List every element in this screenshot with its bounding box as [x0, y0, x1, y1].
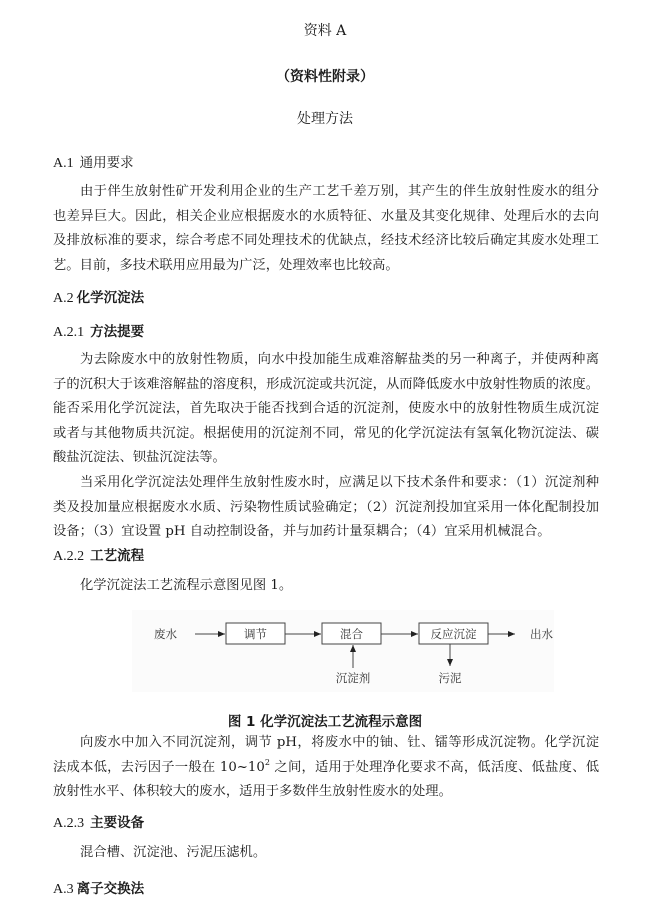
output-label: 出水	[530, 627, 553, 641]
text-line: 或者与其他物质共沉淀。根据使用的沉淀剂不同，常见的化学沉淀法有氢氧化物沉淀法、碳	[53, 425, 599, 441]
step-label: 调节	[244, 627, 267, 641]
text-line	[53, 756, 599, 781]
text-line: 向废水中加入不同沉淀剂，调节 pH，将废水中的铀、钍、镭等形成沉淀物。化学沉淀	[80, 735, 599, 750]
heading-text: 主要设备	[90, 815, 145, 831]
heading-text: 化学沉淀法	[76, 290, 145, 306]
text-line: 类及投加量应根据废水水质、污染物性质试验确定；（2）沉淀剂投加宜采用一体化配制投加	[53, 499, 599, 515]
heading-text: 通用要求	[79, 155, 134, 171]
step-label: 混合	[340, 627, 363, 641]
text-line: 放射性水平、体积较大的废水，适用于多数伴生放射性废水的处理。	[53, 784, 452, 800]
heading-a2-3	[53, 811, 144, 832]
paragraph-a2-1-2	[53, 471, 599, 545]
paragraph-a2-2-intro	[53, 574, 599, 599]
text-fragment: 之间，适用于处理净化要求不高，低活度、低盐度、低	[269, 759, 599, 775]
text-line: 也差异巨大。因此，相关企业应根据废水的水质特征、水量及其变化规律、处理后水的去向	[53, 208, 599, 224]
heading-text: 工艺流程	[90, 548, 145, 564]
text-line: 混合槽、沉淀池、污泥压滤机。	[80, 845, 267, 860]
superscript: 2	[264, 757, 270, 767]
heading-number: A.1	[53, 156, 74, 171]
heading-text: 离子交换法	[76, 881, 145, 897]
text-line: 能否采用化学沉淀法，首先取决于能否找到合适的沉淀剂，使废水中的放射性物质生成沉淀	[53, 401, 599, 417]
process-flow-diagram	[132, 610, 554, 692]
page-title: 处理方法	[297, 111, 353, 127]
text-line: 化学沉淀法工艺流程示意图见图 1。	[80, 578, 293, 593]
text-line: 由于伴生放射性矿开发利用企业的生产工艺千差万别，其产生的伴生放射性废水的组分	[80, 184, 599, 199]
step-label: 反应沉淀	[430, 627, 477, 641]
text-line: 及排放标准的要求，综合考虑不同处理技术的优缺点，经技术经济比较后确定其废水处理工	[53, 233, 599, 249]
heading-number: A.2.2	[53, 549, 85, 564]
heading-number: A.2.1	[53, 325, 85, 340]
heading-number: A.3	[53, 882, 74, 897]
paragraph-a2-2-body	[53, 731, 599, 805]
heading-a1	[53, 151, 134, 172]
paragraph-a2-3	[53, 841, 599, 866]
text-fragment: 法成本低，去污因子一般在 10~10	[53, 759, 265, 775]
text-line: 为去除废水中的放射性物质，向水中投加能生成难溶解盐类的另一种离子，并使两种离	[80, 352, 599, 367]
text-line: 子的沉积大于该难溶解盐的溶度积，形成沉淀或共沉淀，从而降低废水中放射性物质的浓度。	[53, 376, 599, 392]
text-line: 设备；（3）宜设置 pH 自动控制设备，并与加药计量泵耦合；（4）宜采用机械混合。	[53, 524, 551, 540]
heading-a2-1	[53, 320, 144, 341]
reagent-label: 沉淀剂	[335, 671, 371, 685]
heading-a2-2	[53, 544, 144, 565]
annex-label: 资料 A	[303, 23, 347, 39]
text-line: 当采用化学沉淀法处理伴生放射性废水时，应满足以下技术条件和要求：（1）沉淀剂种	[80, 475, 599, 490]
text-line: 艺。目前，多技术联用应用最为广泛，处理效率也比较高。	[53, 257, 399, 273]
figure-caption: 图 1 化学沉淀法工艺流程示意图	[227, 714, 423, 730]
heading-text: 方法提要	[90, 324, 145, 340]
heading-a2	[53, 286, 144, 307]
paragraph-a1	[53, 180, 599, 278]
heading-number: A.2	[53, 291, 74, 306]
flow-diagram-svg	[132, 610, 554, 692]
paragraph-a2-1-1	[53, 348, 599, 471]
sludge-label: 污泥	[438, 671, 462, 685]
heading-a3	[53, 877, 144, 898]
heading-number: A.2.3	[53, 816, 85, 831]
input-label: 废水	[154, 627, 177, 641]
text-line: 酸盐沉淀法、钡盐沉淀法等。	[53, 450, 226, 466]
annex-nature: （资料性附录）	[276, 69, 374, 85]
